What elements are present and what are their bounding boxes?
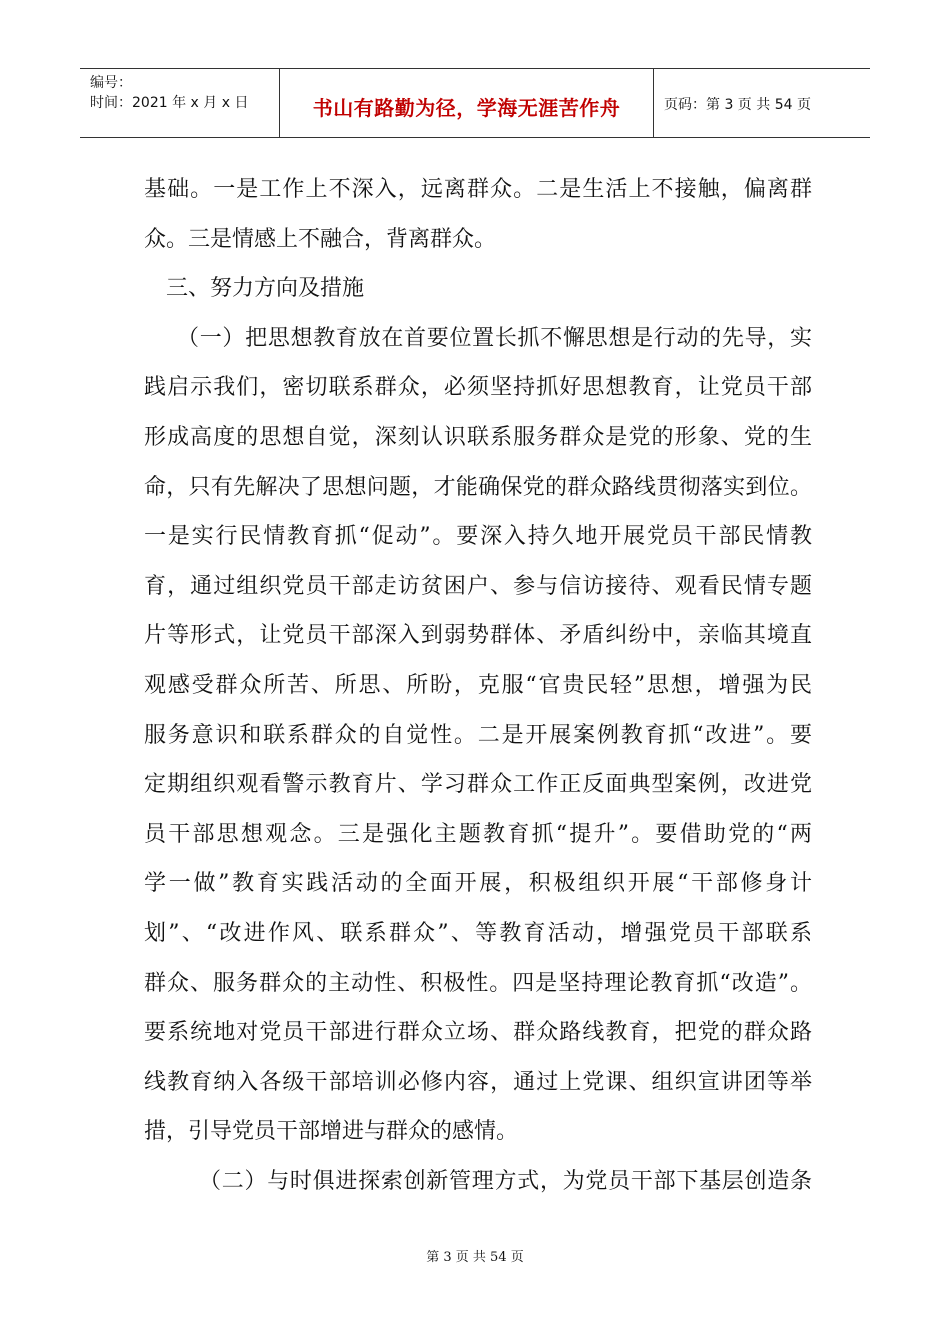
body-line: 一是实行民情教育抓“促动”。要深入持久地开展党员干部民情教 (144, 524, 812, 550)
body-line: 观感受群众所苦、所思、所盼，克服“官贵民轻”思想，增强为民 (144, 672, 812, 698)
body-line: 践启示我们，密切联系群众，必须坚持抓好思想教育，让党员干部 (144, 375, 812, 401)
document-date: 时间：2021 年 x 月 x 日 (90, 95, 249, 111)
header-motto-cell (280, 69, 654, 137)
document-id-label: 编号： (90, 75, 132, 91)
document-header (80, 68, 870, 138)
body-line: 育，通过组织党员干部走访贫困户、参与信访接待、观看民情专题 (144, 573, 812, 599)
body-line: 员干部思想观念。三是强化主题教育抓“提升”。要借助党的“两 (144, 821, 812, 847)
body-line: 众。三是情感上不融合，背离群众。 (144, 226, 497, 252)
document-body (144, 165, 812, 1206)
body-line: 措，引导党员干部增进与群众的感情。 (144, 1119, 519, 1145)
body-line: 线教育纳入各级干部培训必修内容，通过上党课、组织宣讲团等举 (144, 1069, 812, 1095)
body-line: 形成高度的思想自觉，深刻认识联系服务群众是党的形象、党的生 (144, 424, 812, 450)
body-line: 基础。一是工作上不深入，远离群众。二是生活上不接触，偏离群 (144, 177, 812, 202)
subsection-heading: （一）把思想教育放在首要位置长抓不懈思想是行动的先导，实 (177, 325, 812, 351)
body-line: 定期组织观看警示教育片、学习群众工作正反面典型案例，改进党 (144, 772, 812, 798)
body-line: 要系统地对党员干部进行群众立场、群众路线教育，把党的群众路 (144, 1020, 812, 1046)
body-line: 学一做”教育实践活动的全面开展，积极组织开展“干部修身计 (144, 871, 812, 897)
body-line: 群众、服务群众的主动性、积极性。四是坚持理论教育抓“改造”。 (144, 970, 812, 996)
page-footer: 第 3 页 共 54 页 (426, 1250, 524, 1265)
header-meta-cell (80, 69, 280, 137)
body-line: 片等形式，让党员干部深入到弱势群体、矛盾纠纷中，亲临其境直 (144, 623, 812, 649)
header-motto: 书山有路勤为径，学海无涯苦作舟 (312, 96, 621, 120)
section-heading: 三、努力方向及措施 (166, 276, 365, 302)
header-page-code: 页码：第 3 页 共 54 页 (664, 97, 811, 113)
body-line: 划”、“改进作风、联系群众”、等教育活动，增强党员干部联系 (144, 920, 812, 946)
body-line: 服务意识和联系群众的自觉性。二是开展案例教育抓“改进”。要 (144, 722, 812, 748)
subsection-heading: （二）与时俱进探索创新管理方式，为党员干部下基层创造条 (199, 1168, 812, 1194)
header-page-cell (654, 69, 870, 137)
body-line: 命，只有先解决了思想问题，才能确保党的群众路线贯彻落实到位。 (144, 474, 812, 500)
